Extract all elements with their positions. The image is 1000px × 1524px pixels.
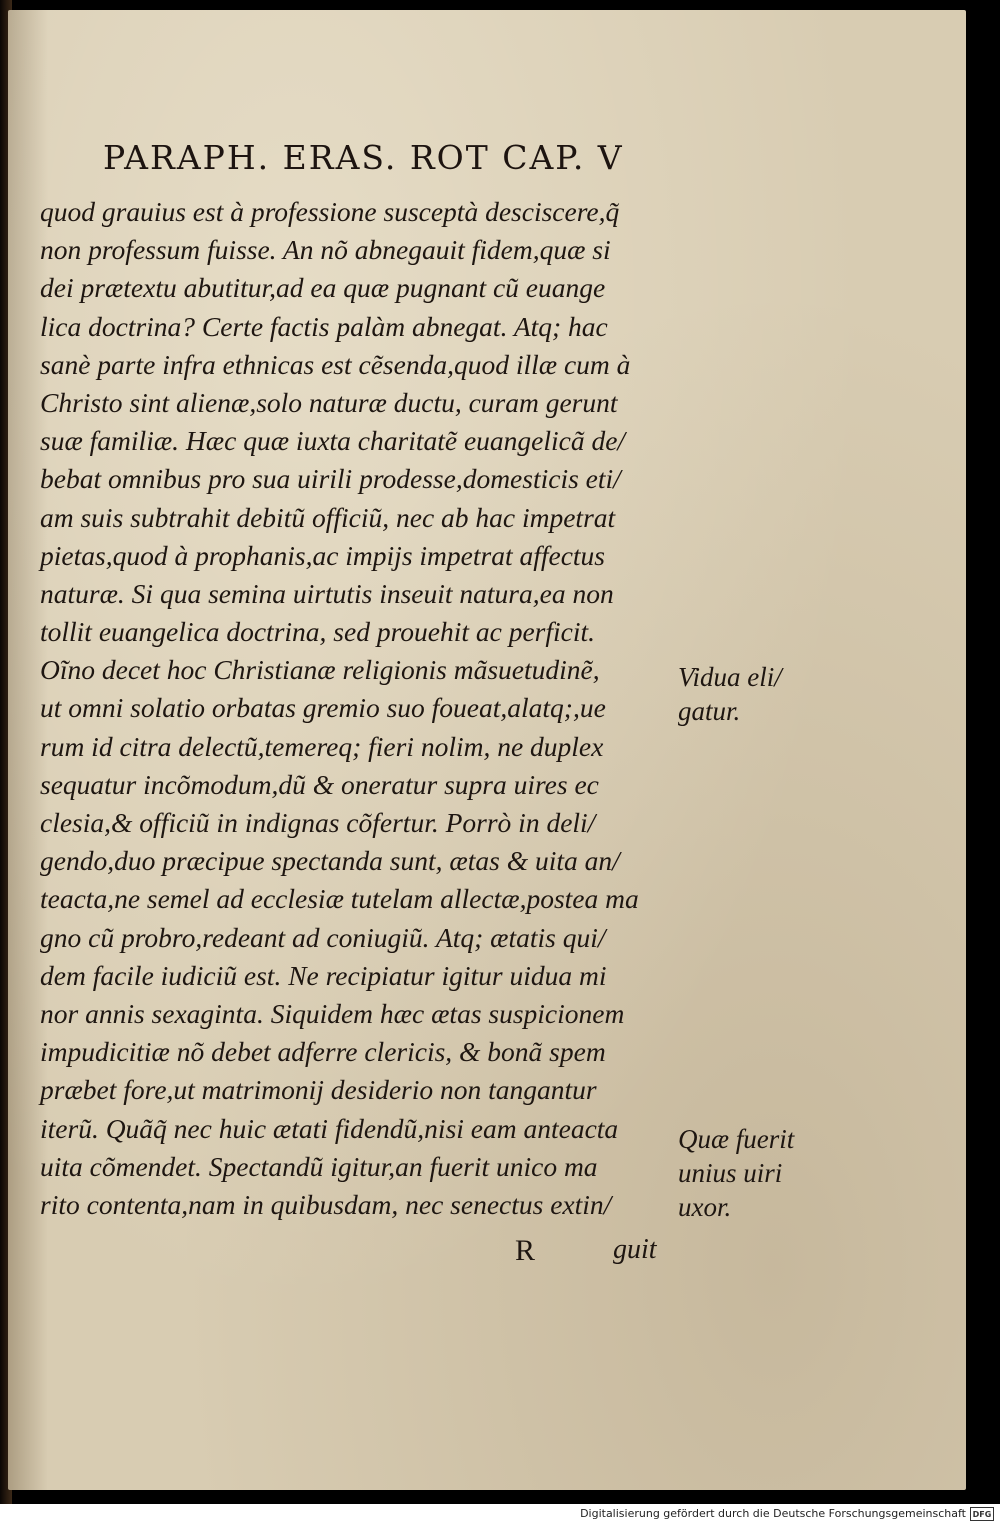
text-line: Christo sint alienæ,solo naturæ ductu, curam gerunt — [40, 386, 618, 418]
text-line: Oĩno decet hoc Christianæ religionis mãsuetudinẽ, — [40, 654, 600, 686]
text-line: nor annis sexaginta. Siquidem hæc ætas suspicionem — [40, 997, 625, 1029]
text-line: tollit euangelica doctrina, sed prouehit ac perficit. — [40, 616, 595, 648]
text-line: gendo,duo præcipue spectanda sunt, ætas & uita an/ — [40, 845, 620, 877]
text-line: sanè parte infra ethnicas est cẽsenda,quod illæ cum à — [40, 348, 631, 380]
text-line: rito contenta,nam in quibusdam, nec senectus extin/ — [40, 1188, 612, 1220]
text-line: non professum fuisse. An nõ abnegauit fidem,quæ si — [40, 234, 611, 266]
text-line: quod grauius est à professione susceptà desciscere,q̃ — [40, 196, 620, 227]
margin-note-line: gatur. — [678, 696, 741, 726]
text-line: suæ familiæ. Hæc quæ iuxta charitatẽ euangelicã de/ — [40, 425, 626, 457]
margin-note-line: Quæ fuerit — [678, 1124, 795, 1154]
funding-credit: Digitalisierung gefördert durch die Deutsche Forschungsgemeinschaft — [580, 1507, 966, 1520]
text-line: naturæ. Si qua semina uirtutis inseuit natura,ea non — [40, 577, 614, 609]
text-line: rum id citra delectũ,temereq; fieri nolim, ne duplex — [40, 730, 604, 762]
text-line: gno cũ probro,redeant ad coniugiũ. Atq; ætatis qui/ — [40, 921, 606, 953]
text-line: iterũ. Quãq̃ nec huic ætati fidendũ,nisi eam anteacta — [40, 1112, 619, 1144]
signature-mark: R — [515, 1234, 536, 1267]
footer-bar — [0, 1504, 1000, 1524]
margin-note-line: uxor. — [678, 1192, 732, 1222]
running-head: PARAPH. ERAS. ROT CAP. V — [103, 138, 624, 177]
margin-note-vidua — [678, 660, 838, 728]
text-line: teacta,ne semel ad ecclesiæ tutelam allectæ,postea ma — [40, 883, 639, 915]
text-line: pietas,quod à prophanis,ac impijs impetrat affectus — [40, 539, 605, 571]
catchword: guit — [613, 1234, 657, 1265]
margin-note-quae-fuerit — [678, 1122, 838, 1224]
text-line: bebat omnibus pro sua uirili prodesse,domesticis eti/ — [40, 463, 621, 495]
text-line: sequatur incõmodum,dũ & oneratur supra uires ec — [40, 768, 599, 800]
text-line: clesia,& officiũ in indignas cõfertur. Porrò in deli/ — [40, 807, 596, 838]
margin-note-line: unius uiri — [678, 1158, 783, 1188]
text-line: lica doctrina? Certe factis palàm abnegat. Atq; hac — [40, 310, 608, 342]
margin-note-line: Vidua eli/ — [678, 662, 782, 692]
dfg-logo: DFG — [970, 1507, 994, 1521]
text-line: præbet fore,ut matrimonij desiderio non tangantur — [40, 1074, 597, 1106]
text-line: am suis subtrahit debitũ officiũ, nec ab hac impetrat — [40, 501, 616, 533]
text-line: impudicitiæ nõ debet adferre clericis, & bonã spem — [40, 1036, 606, 1068]
text-line: dei prætextu abutitur,ad ea quæ pugnant cũ euange — [40, 272, 606, 304]
text-line: uita cõmendet. Spectandũ igitur,an fuerit unico ma — [40, 1150, 598, 1182]
main-text-block — [40, 193, 680, 1224]
text-line: ut omni solatio orbatas gremio suo foueat,alatq;,ue — [40, 692, 606, 724]
text-line: dem facile iudiciũ est. Ne recipiatur igitur uidua mi — [40, 959, 607, 991]
